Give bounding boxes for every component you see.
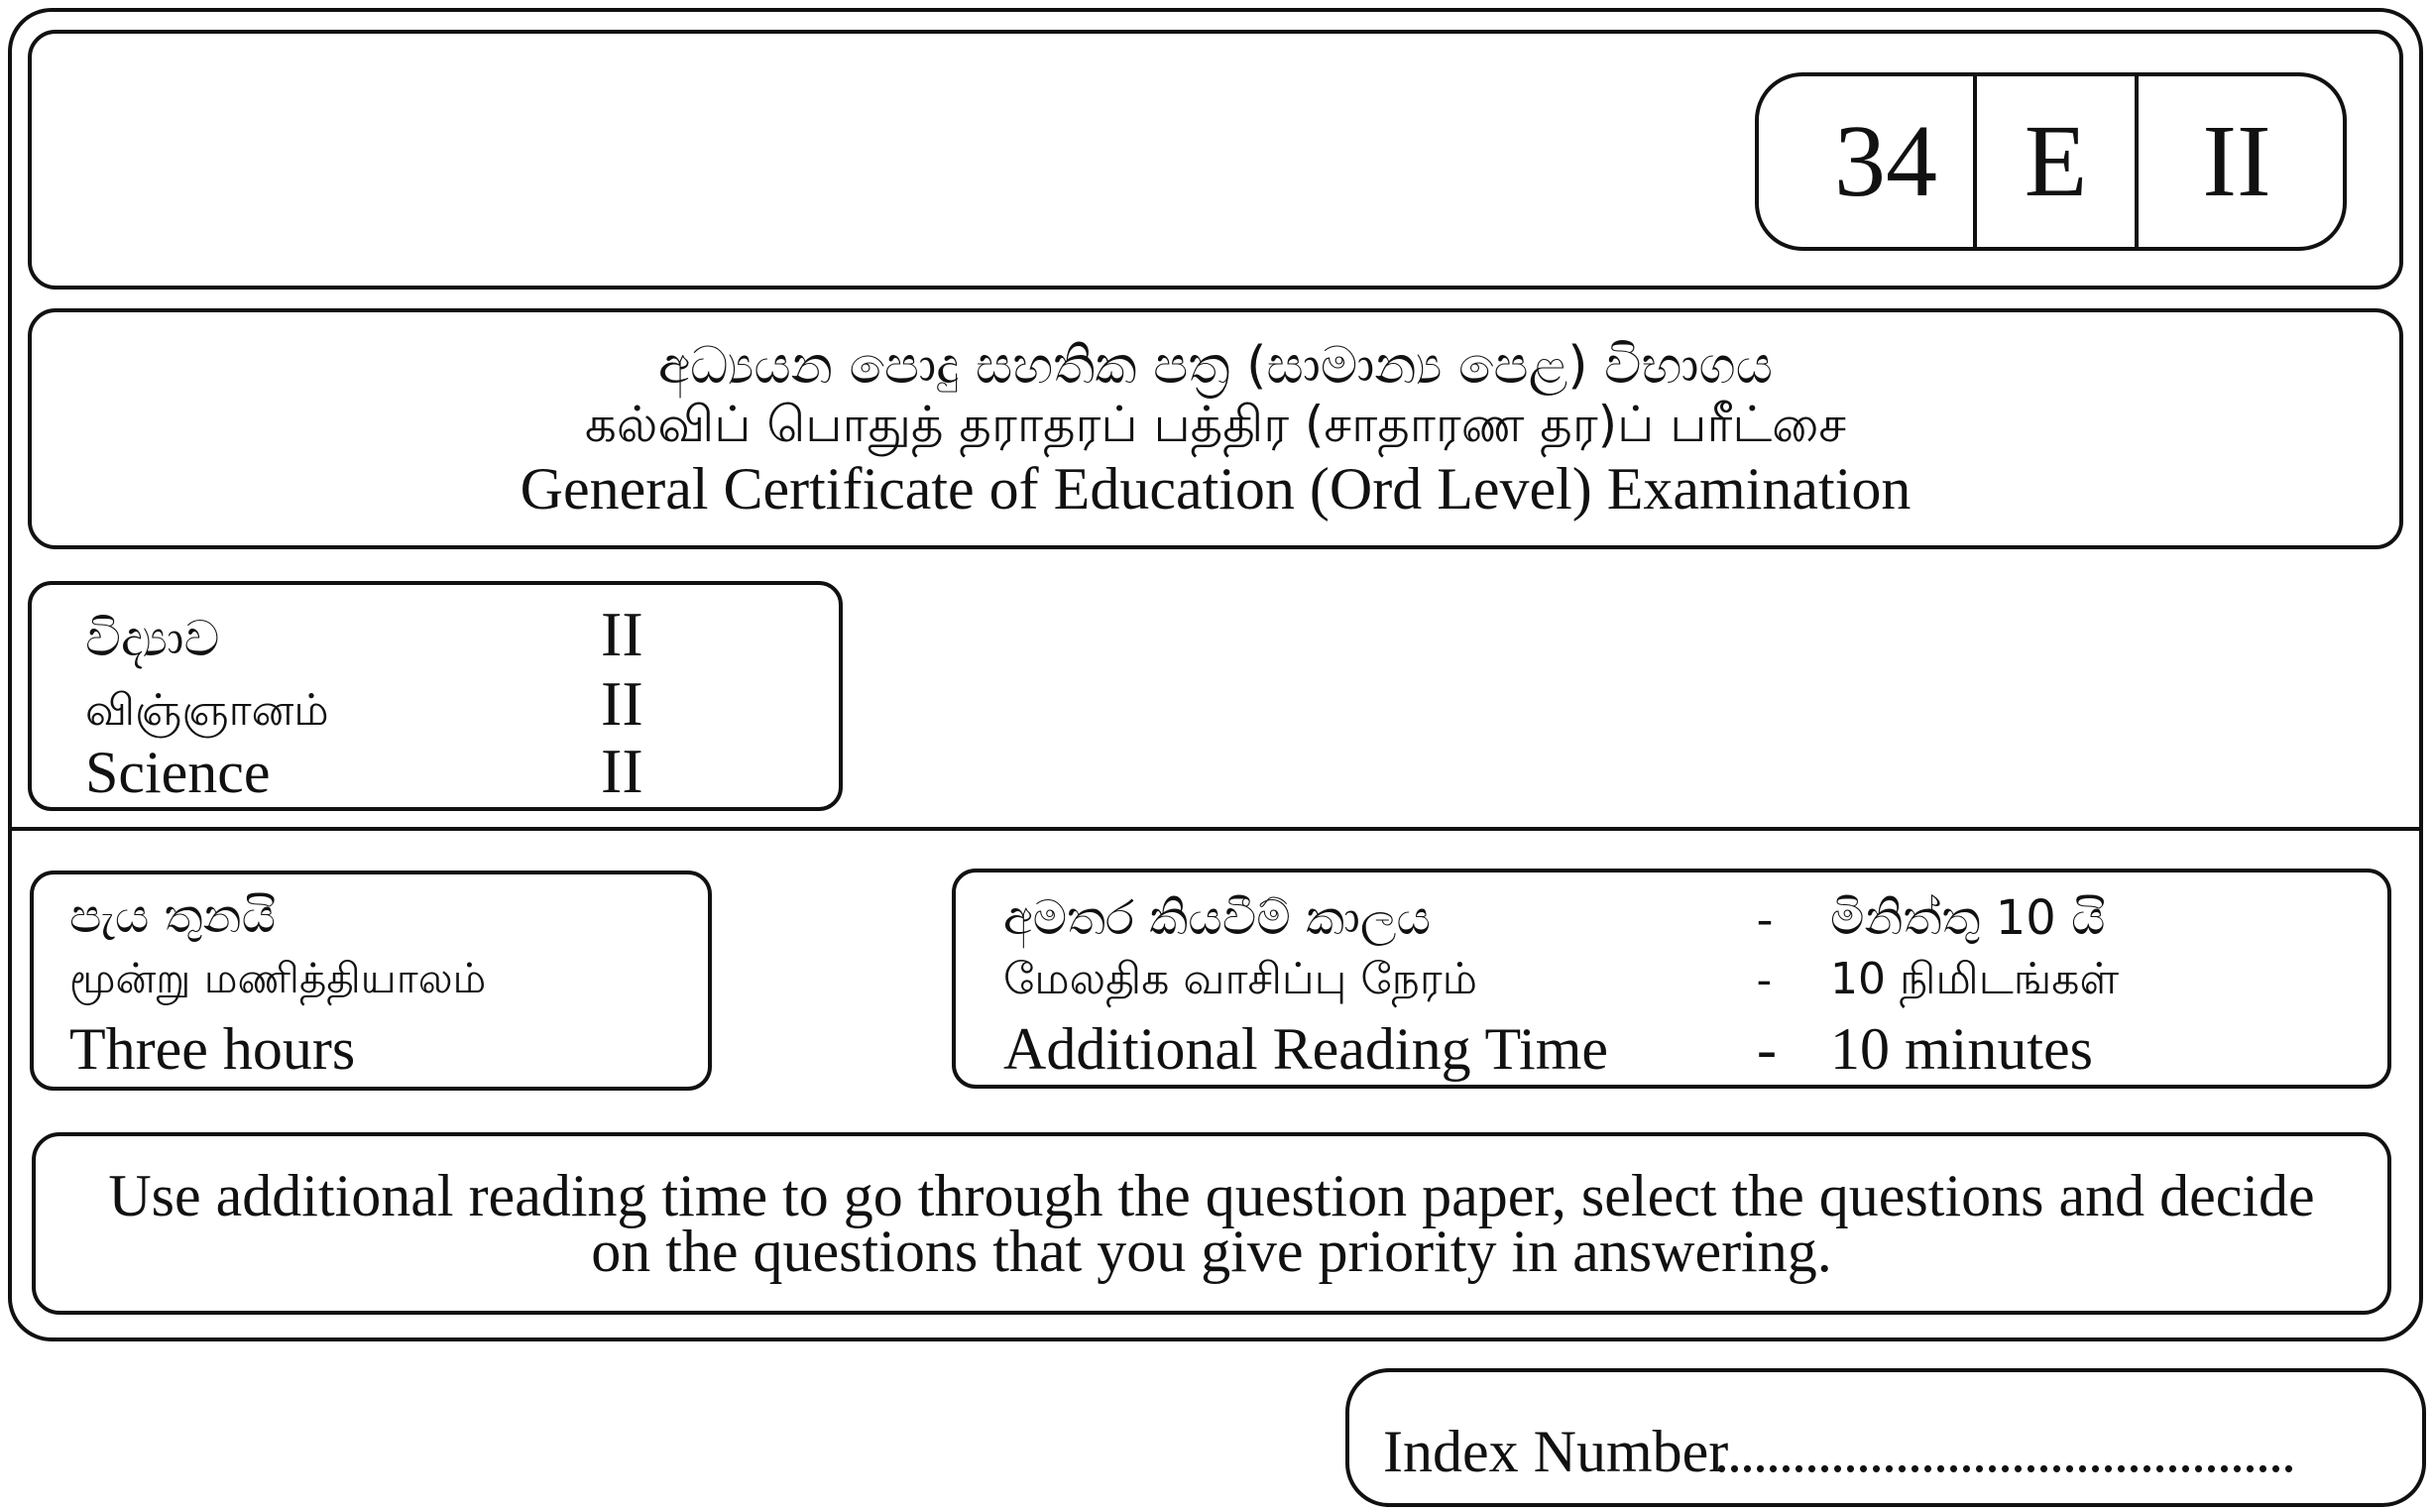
exam-title-sinhala: අධ්‍යයන පොදු සහතික පත්‍ර (සාමාන්‍ය පෙළ) විභාගය [657, 336, 1774, 396]
reading-time-label: අමතර කියවීම් කාලය [1003, 890, 1431, 946]
subject-paper: II [601, 668, 643, 739]
reading-time-row-sinhala [1003, 890, 2106, 946]
duration-tamil: மூன்று மணித்தியாலம் [69, 954, 487, 1002]
subject-paper: II [601, 599, 643, 669]
subject-row-tamil [85, 668, 643, 739]
medium-code: E [1977, 76, 2139, 247]
index-number-field[interactable] [1345, 1368, 2426, 1507]
instruction-panel [32, 1132, 2391, 1315]
duration-panel [30, 871, 712, 1091]
subject-paper: II [601, 736, 643, 806]
reading-time-value: 10 நிமிடங்கள் [1830, 954, 2120, 1004]
instruction-line-1: Use additional reading time to go through the question paper, select the questions and decide [108, 1163, 2315, 1228]
reading-time-dash: - [1757, 1016, 1777, 1082]
subject-panel [28, 581, 843, 811]
reading-time-dash: - [1757, 955, 1772, 1003]
duration-sinhala: පැය තුනයි [69, 888, 277, 944]
reading-time-label: மேலதிக வாசிப்பு நேரம் [1003, 954, 1477, 1004]
reading-time-panel [952, 869, 2391, 1089]
index-number-label: Index Number [1383, 1419, 1729, 1484]
reading-time-row-tamil [1003, 954, 2120, 1004]
paper-number: II [2202, 104, 2271, 218]
subject-row-english [85, 736, 643, 806]
index-number-blank[interactable]: ............................................. [1714, 1419, 2294, 1484]
reading-time-label: Additional Reading Time [1003, 1016, 1609, 1082]
subject-name: விஞ்ஞானம் [85, 685, 329, 736]
section-divider [8, 827, 2423, 831]
reading-time-value: 10 minutes [1830, 1016, 2093, 1082]
exam-title-panel [28, 308, 2403, 549]
instruction-line-2: on the questions that you give priority in answering. [591, 1219, 1832, 1284]
exam-title-tamil: கல்விப் பொதுத் தராதரப் பத்திர (சாதாரண தர)ப் பரீட்சை [584, 396, 1847, 453]
reading-time-value: මිනිත්තු 10 යි [1830, 890, 2106, 946]
reading-time-row-english [1003, 1016, 2093, 1082]
subject-name: විද්‍යාව [85, 610, 220, 667]
subject-code: 34 [1759, 76, 1977, 247]
subject-name: Science [85, 740, 271, 805]
paper-code-box [1755, 72, 2347, 251]
subject-row-sinhala [85, 599, 643, 669]
duration-english: Three hours [69, 1016, 356, 1082]
reading-time-dash: - [1757, 892, 1773, 945]
exam-title-english: General Certificate of Education (Ord Level) Examination [520, 456, 1912, 522]
